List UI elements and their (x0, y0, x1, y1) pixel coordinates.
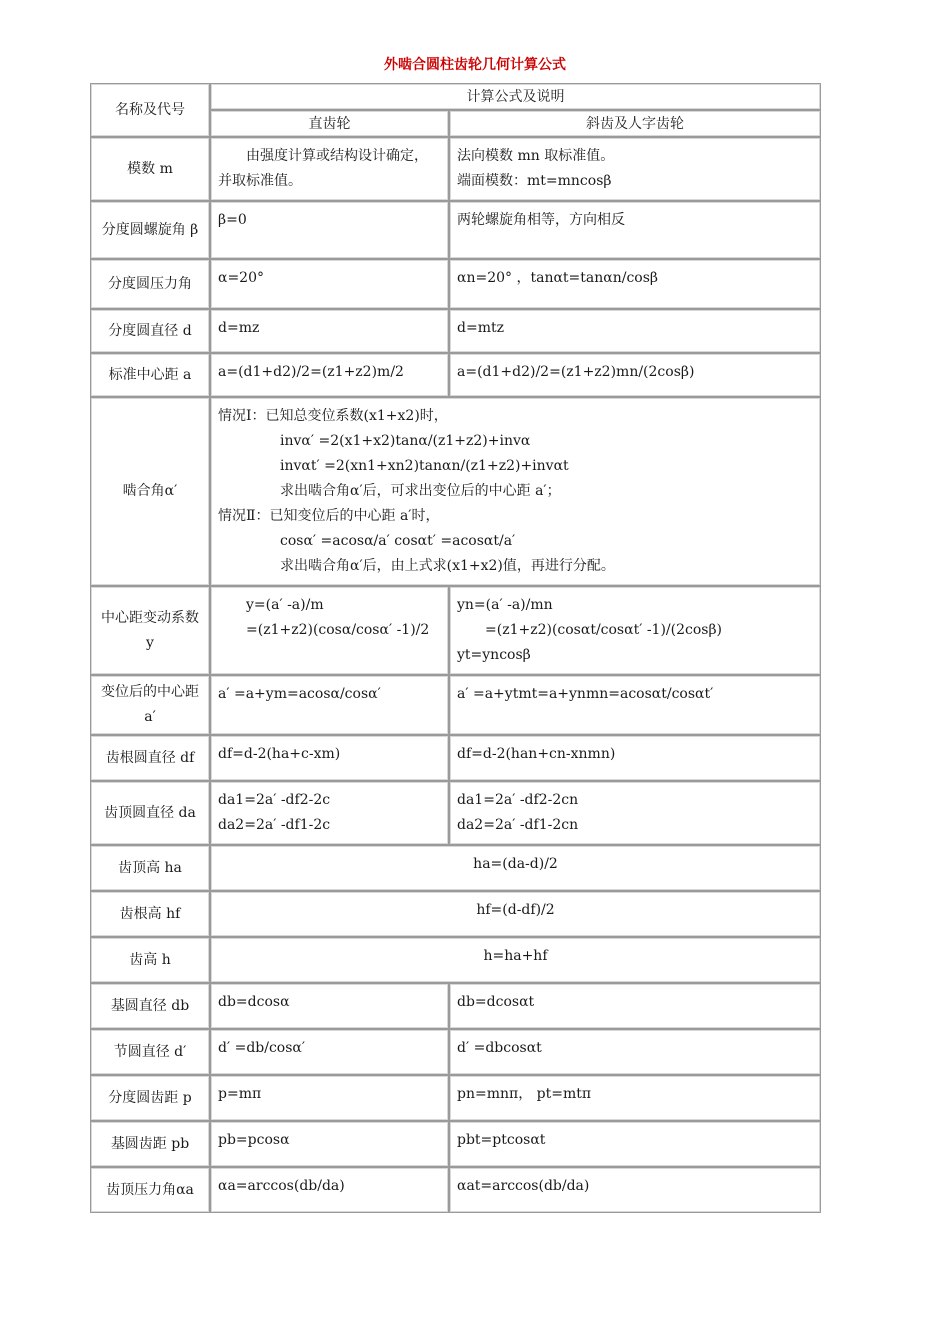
span-formula-line: 情况Ⅰ：已知总变位系数(x1+x2)时， (218, 408, 448, 424)
helical-formula-line: 法向模数 mn 取标准值。 (457, 148, 615, 164)
spur-formula-cell (210, 983, 449, 1029)
table-body (90, 83, 821, 1213)
helical-formula-cell (449, 201, 821, 259)
table-row (90, 845, 821, 891)
table-row (90, 781, 821, 845)
helical-formula-line: d′ =dbcosαt (457, 1040, 542, 1056)
helical-formula-cell (449, 309, 821, 353)
spur-formula-cell (210, 675, 449, 735)
row-name: 分度圆直径 d (90, 309, 210, 353)
helical-formula-line: a′ =a+ytmt=a+ynmn=acosαt/cosαt′ (457, 686, 714, 702)
helical-formula-cell (449, 1029, 821, 1075)
table-row (90, 937, 821, 983)
table-row (90, 586, 821, 675)
spur-formula-line: αa=arccos(db/da) (218, 1178, 345, 1194)
spur-formula-cell (210, 781, 449, 845)
spur-formula-line: p=mπ (218, 1086, 262, 1102)
table-row (90, 1029, 821, 1075)
helical-formula-cell (449, 353, 821, 397)
helical-formula-cell (449, 137, 821, 201)
header-helical-gear: 斜齿及人字齿轮 (449, 110, 821, 137)
helical-formula-line: =(z1+z2)(cosαt/cosαt′ -1)/(2cosβ) (485, 622, 723, 638)
row-name: 节圆直径 d′ (90, 1029, 210, 1075)
formula-cell-shared: hf=(d-df)/2 (210, 891, 821, 937)
spur-formula-cell (210, 1167, 449, 1213)
table-row (90, 891, 821, 937)
spur-formula-line: α=20° (218, 270, 264, 286)
span-formula-line: invαt′ =2(xn1+xn2)tanαn/(z1+z2)+invαt (280, 458, 569, 474)
row-name: 分度圆压力角 (90, 259, 210, 309)
row-name: 分度圆螺旋角 β (90, 201, 210, 259)
span-formula-line: 求出啮合角α′后，由上式求(x1+x2)值，再进行分配。 (280, 558, 615, 574)
helical-formula-cell (449, 1075, 821, 1121)
spur-formula-line: =(z1+z2)(cosα/cosα′ -1)/2 (246, 622, 430, 638)
row-name: 中心距变动系数 y (90, 586, 210, 675)
header-name-column: 名称及代号 (90, 83, 210, 137)
row-name: 齿根高 hf (90, 891, 210, 937)
helical-formula-line: αn=20° ，tanαt=tanαn/cosβ (457, 270, 658, 286)
helical-formula-cell (449, 675, 821, 735)
spur-formula-cell (210, 1029, 449, 1075)
formula-cell-shared: ha=(da-d)/2 (210, 845, 821, 891)
row-name: 齿高 h (90, 937, 210, 983)
table-row (90, 259, 821, 309)
spur-formula-line: df=d-2(ha+c-xm) (218, 746, 341, 762)
helical-formula-line: db=dcosαt (457, 994, 535, 1010)
helical-formula-line: 两轮螺旋角相等，方向相反 (457, 212, 625, 228)
helical-formula-line: yn=(a′ -a)/mn (457, 597, 553, 613)
spur-formula-line: β=0 (218, 212, 247, 228)
spur-formula-line: db=dcosα (218, 994, 290, 1010)
spur-formula-line: pb=pcosα (218, 1132, 290, 1148)
spur-formula-cell (210, 586, 449, 675)
row-name: 分度圆齿距 p (90, 1075, 210, 1121)
table-row (90, 1167, 821, 1213)
spur-formula-line: d=mz (218, 320, 260, 336)
helical-formula-cell (449, 781, 821, 845)
table-row (90, 983, 821, 1029)
formula-table (90, 83, 821, 1213)
header-formula-column: 计算公式及说明 (210, 83, 821, 110)
table-row (90, 675, 821, 735)
helical-formula-line: pbt=ptcosαt (457, 1132, 546, 1148)
helical-formula-line: da2=2a′ -df1-2cn (457, 817, 579, 833)
spur-formula-cell (210, 309, 449, 353)
helical-formula-cell (449, 586, 821, 675)
row-name: 啮合角α′ (90, 397, 210, 586)
helical-formula-line: a=(d1+d2)/2=(z1+z2)mn/(2cosβ) (457, 364, 695, 380)
table-row (90, 309, 821, 353)
spur-formula-cell (210, 735, 449, 781)
helical-formula-line: yt=yncosβ (457, 647, 531, 663)
spur-formula-line: y=(a′ -a)/m (246, 597, 324, 613)
span-formula-line: 情况Ⅱ：已知变位后的中心距 a′时， (218, 508, 440, 524)
row-name: 齿顶压力角αa (90, 1167, 210, 1213)
formula-cell-shared: h=ha+hf (210, 937, 821, 983)
row-name: 变位后的中心距 a′ (90, 675, 210, 735)
spur-formula-cell (210, 353, 449, 397)
spur-formula-line: 由强度计算或结构设计确定，并取标准值。 (218, 148, 428, 189)
page-title: 外啮合圆柱齿轮几何计算公式 (384, 57, 566, 73)
table-row (90, 201, 821, 259)
row-name: 齿顶圆直径 da (90, 781, 210, 845)
table-row (90, 353, 821, 397)
spur-formula-cell (210, 259, 449, 309)
spur-formula-line: da2=2a′ -df1-2c (218, 817, 331, 833)
helical-formula-cell (449, 259, 821, 309)
helical-formula-line: pn=mnπ， pt=mtπ (457, 1086, 592, 1102)
table-row (90, 735, 821, 781)
header-spur-gear: 直齿轮 (210, 110, 449, 137)
row-name: 基圆齿距 pb (90, 1121, 210, 1167)
helical-formula-line: 端面模数：mt=mncosβ (457, 173, 612, 189)
table-row (90, 1121, 821, 1167)
span-formula-line: invα′ =2(x1+x2)tanα/(z1+z2)+invα (280, 433, 531, 449)
row-name: 齿顶高 ha (90, 845, 210, 891)
helical-formula-line: αat=arccos(db/da) (457, 1178, 590, 1194)
row-name: 基圆直径 db (90, 983, 210, 1029)
helical-formula-cell (449, 983, 821, 1029)
spur-formula-line: da1=2a′ -df2-2c (218, 792, 331, 808)
spur-formula-cell (210, 137, 449, 201)
row-name: 模数 m (90, 137, 210, 201)
helical-formula-line: da1=2a′ -df2-2cn (457, 792, 579, 808)
helical-formula-cell (449, 735, 821, 781)
helical-formula-line: d=mtz (457, 320, 504, 336)
span-formula-line: 求出啮合角α′后，可求出变位后的中心距 a′； (280, 483, 561, 499)
row-name: 标准中心距 a (90, 353, 210, 397)
spur-formula-cell (210, 1121, 449, 1167)
helical-formula-line: df=d-2(han+cn-xnmn) (457, 746, 616, 762)
spur-formula-line: d′ =db/cosα′ (218, 1040, 306, 1056)
helical-formula-cell (449, 1167, 821, 1213)
span-formula-line: cosα′ =acosα/a′ cosαt′ =acosαt/a′ (280, 533, 516, 549)
table-row (90, 137, 821, 201)
spur-formula-cell (210, 201, 449, 259)
table-row (90, 1075, 821, 1121)
spur-formula-line: a=(d1+d2)/2=(z1+z2)m/2 (218, 364, 404, 380)
formula-cell-merged (210, 397, 821, 586)
row-name: 齿根圆直径 df (90, 735, 210, 781)
spur-formula-cell (210, 1075, 449, 1121)
helical-formula-cell (449, 1121, 821, 1167)
spur-formula-line: a′ =a+ym=acosα/cosα′ (218, 686, 381, 702)
table-row (90, 397, 821, 586)
